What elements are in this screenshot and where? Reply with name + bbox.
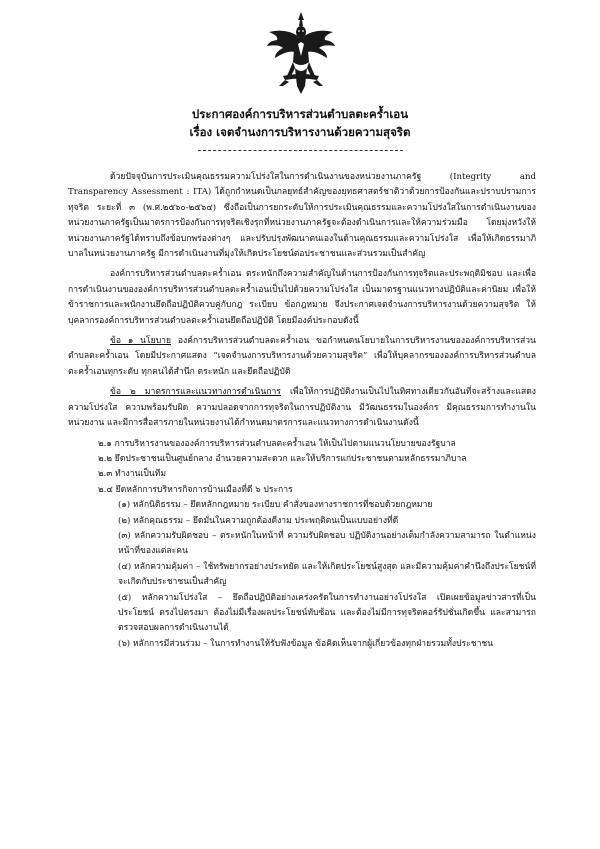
clause-2-text: เพื่อให้การปฏิบัติงานเป็นไปในทิศทางเดียวกันอันที่จะสร้างและแสดงความโปร่งใส ความพร้อมรับผิด ความปลอดจากการทุจริตในการปฏิบัติงาน มีวัฒนธรรมในองค์กร มีคุณธรรมการทำงานในหน่วยงาน และมีการสื่อสารภายในหน่วยงานได้กำหนดมาตรการและแนวทางการดำเนินงานดังนี้: [68, 387, 536, 429]
announcement-subject: เรื่อง เจตจำนงการบริหารงานด้วยความสุจริต: [189, 125, 411, 139]
clause-1-heading: ข้อ ๑ นโยบาย: [110, 336, 172, 347]
announcement-body: [68, 170, 536, 652]
principle-item: (๕) หลักความโปร่งใส – ยึดถือปฏิบัติอย่างเคร่งครัดในการทำงานอย่างโปร่งใส เปิดเผยข้อมูลข่าวสารที่เป็นประโยชน์ ตรงไปตรงมา ต้องไม่มีเรื่องผลประโยชน์ทับซ้อน และต้องไม่มีการทุจริตคอร์รัปชั่นเกิดขึ้น และสามารถตรวจสอบผลการดำเนินงานได้: [118, 592, 536, 634]
commitment-paragraph: องค์การบริหารส่วนตำบลตะคร้ำเอน ตระหนักถึงความสำคัญในด้านการป้องกันการทุจริตและประพฤติมิชอบ และเพื่อการดำเนินงานขององค์การบริหารส่วนตำบลตะคร้ำเอนเป็นไปด้วยความโปร่งใส เป็นมาตรฐานแนวทางปฏิบัติและค่านิยม เพื่อให้ข้าราชการและพนักงานยึดถือปฏิบัติควบคู่กับกฎ ระเบียบ ข้อกฎหมาย จึงประกาศเจตจำนงการบริหารงานด้วยความสุจริต ให้บุคลากรองค์การบริหารส่วนตำบลตะคร้ำเอนยึดถือปฏิบัติ โดยมีองค์ประกอบดังนี้: [68, 269, 536, 326]
list-item: ๒.๑ การบริหารงานขององค์การบริหารส่วนตำบลตะคร้ำเอน ให้เป็นไปตามแนวนโยบายของรัฐบาล: [98, 438, 456, 449]
clause-2-heading: ข้อ ๒ มาตรการและแนวทางการดำเนินการ: [110, 387, 281, 398]
clause-1-text: องค์การบริหารส่วนตำบลตะคร้ำเอน ขอกำหนดนโยบายในการบริหารงานขององค์การบริหารส่วนตำบลตะคร้ำเอน โดยมีประกาศแสดง “เจตจำนงการบริหารงานด้วยความสุจริต” เพื่อให้บุคลากรขององค์การบริหารส่วนตำบลตะคร้ำเอนทุกระดับ ทุกคนได้สำนึก ตระหนัก และยึดถือปฏิบัติ: [68, 336, 537, 377]
principle-item: (๓) หลักความรับผิดชอบ – ตระหนักในหน้าที่ ความรับผิดชอบ ปฏิบัติงานอย่างเต็มกำลังความสามารถ ในตำแหน่งหน้าที่ของแต่ละคน: [118, 530, 536, 557]
intro-paragraph: ด้วยปัจจุบันการประเมินคุณธรรมความโปร่งใสในการดำเนินงานของหน่วยงานภาครัฐ (Integrity and Transparency Assessment : ITA) ได้ถูกกำหนดเป็นกลยุทธ์สำคัญของยุทธศาสตร์ชาติว่าด้วยการป้องกันและปราบปรามการทุจริต ระยะที่ ๓ (พ.ศ.๒๕๖๐-๒๕๖๔) ซึ่งถือเป็นการยกระดับให้การประเมินคุณธรรมและความโปร่งใสในการดำเนินงานของหน่วยงานภาครัฐเป็นมาตรการป้องกันการทุจริตเชิงรุกที่หน่วยงานภาครัฐจะต้องดำเนินการและให้ความร่วมมือ โดยมุ่งหวังให้หน่วยงานภาครัฐได้ทราบถึงข้อบกพร่องต่างๆ และปรับปรุงพัฒนาตนเองในด้านคุณธรรมและความโปร่งใส เพื่อให้เกิดธรรมาภิบาลในหน่วยงานภาครัฐ มีการดำเนินงานที่มุ่งให้เกิดประโยชน์ต่อประชาชนและส่วนรวมเป็นสำคัญ: [68, 172, 536, 260]
clause-1: [68, 334, 536, 380]
principle-item: (๖) หลักการมีส่วนร่วม – ในการทำงานให้รับฟังข้อมูล ข้อคิดเห็นจากผู้เกี่ยวข้องทุกฝ่ายรวมทั้งประชาชน: [118, 638, 494, 649]
announcement-title: ประกาศองค์การบริหารส่วนตำบลตะคร้ำเอน: [191, 107, 409, 121]
garuda-emblem-icon: [265, 10, 337, 96]
principle-item: (๑) หลักนิติธรรม – ยึดหลักกฎหมาย ระเบียบ คำสั่งของทางราชการที่ชอบด้วยกฎหมาย: [118, 500, 433, 511]
title-divider: [198, 150, 403, 151]
list-item: ๒.๒ ยึดประชาชนเป็นศูนย์กลาง อำนวยความสะดวก และให้บริการแก่ประชาชนตามหลักธรรมาภิบาล: [98, 453, 467, 464]
list-item: ๒.๔ ยึดหลักการบริหารกิจการบ้านเมืองที่ดี ๖ ประการ: [98, 484, 293, 495]
clause-2: [68, 385, 536, 431]
principle-item: (๔) หลักความคุ้มค่า – ใช้ทรัพยากรอย่างประหยัด และให้เกิดประโยชน์สูงสุด และมีความคุ้มค่าคำนึงถึงประโยชน์ที่จะเกิดกับประชาชนเป็นสำคัญ: [118, 561, 536, 588]
principle-item: (๒) หลักคุณธรรม – ยึดมั่นในความถูกต้องดีงาม ประพฤติตนเป็นแบบอย่างที่ดี: [118, 515, 399, 526]
list-item: ๒.๓ ทำงานเป็นทีม: [98, 469, 166, 480]
